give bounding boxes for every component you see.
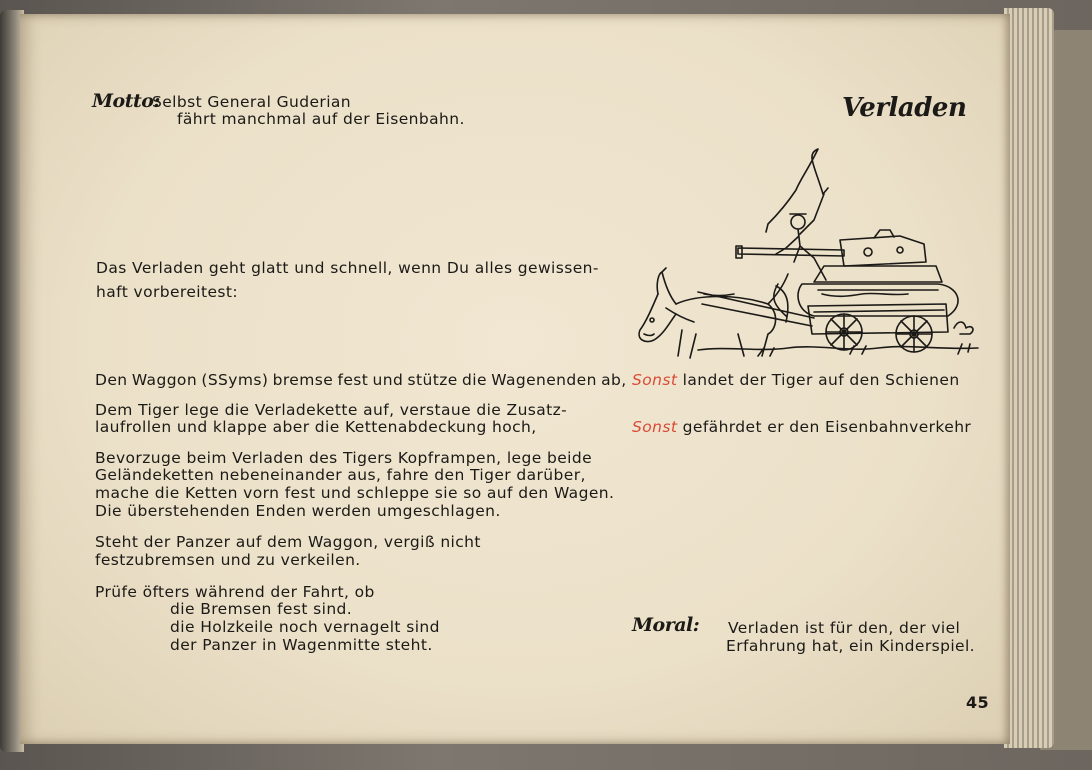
instruction-line: mache die Ketten vorn fest und schleppe sie so auf den Wagen. [95, 484, 615, 502]
consequence-1 [632, 372, 960, 389]
instruction-line: Geländeketten nebeneinander aus, fahre den Tiger darüber, [95, 466, 586, 484]
intro-line-2: haft vorbereitest: [96, 283, 238, 301]
motto-label: Motto: [92, 90, 160, 112]
instruction-line: Steht der Panzer auf dem Waggon, vergiß nicht [95, 533, 481, 551]
instruction-line: laufrollen und klappe aber die Kettenabdeckung hoch, [95, 418, 537, 436]
instruction-line: Prüfe öfters während der Fahrt, ob [95, 583, 375, 601]
motto-line-2: fährt manchmal auf der Eisenbahn. [177, 110, 465, 128]
page-edges [1004, 8, 1054, 748]
page-title: Verladen [842, 93, 967, 123]
book-page [20, 14, 1010, 744]
instruction-line: festzubremsen und zu verkeilen. [95, 551, 361, 569]
instruction-line: die Bremsen fest sind. [170, 600, 353, 618]
sonst-word: Sonst [632, 371, 678, 389]
instruction-line: Den Waggon (SSyms) bremse fest und stütze die Wagenenden ab, [95, 371, 627, 389]
consequence-2 [632, 419, 971, 436]
page-number: 45 [966, 693, 990, 712]
intro-line-1: Das Verladen geht glatt und schnell, wenn Du alles gewissen- [96, 259, 599, 277]
instruction-line: Dem Tiger lege die Verladekette auf, verstaue die Zusatz- [95, 401, 568, 419]
consequence-text: gefährdet er den Eisenbahnverkehr [682, 418, 972, 436]
tank-horse-cart-illustration [618, 144, 988, 359]
moral-line-2: Erfahrung hat, ein Kinderspiel. [726, 637, 976, 655]
instruction-line: die Holzkeile noch vernagelt sind [170, 618, 440, 636]
consequence-text: landet der Tiger auf den Schienen [682, 371, 960, 389]
instruction-line: der Panzer in Wagenmitte steht. [170, 636, 433, 654]
moral-label: Moral: [632, 614, 700, 636]
sonst-word: Sonst [632, 418, 678, 436]
motto-line-1: Selbst General Guderian [152, 93, 352, 111]
instruction-line: Die überstehenden Enden werden umgeschlagen. [95, 502, 501, 520]
instruction-line: Bevorzuge beim Verladen des Tigers Kopframpen, lege beide [95, 449, 593, 467]
moral-line-1: Verladen ist für den, der viel [728, 619, 961, 637]
